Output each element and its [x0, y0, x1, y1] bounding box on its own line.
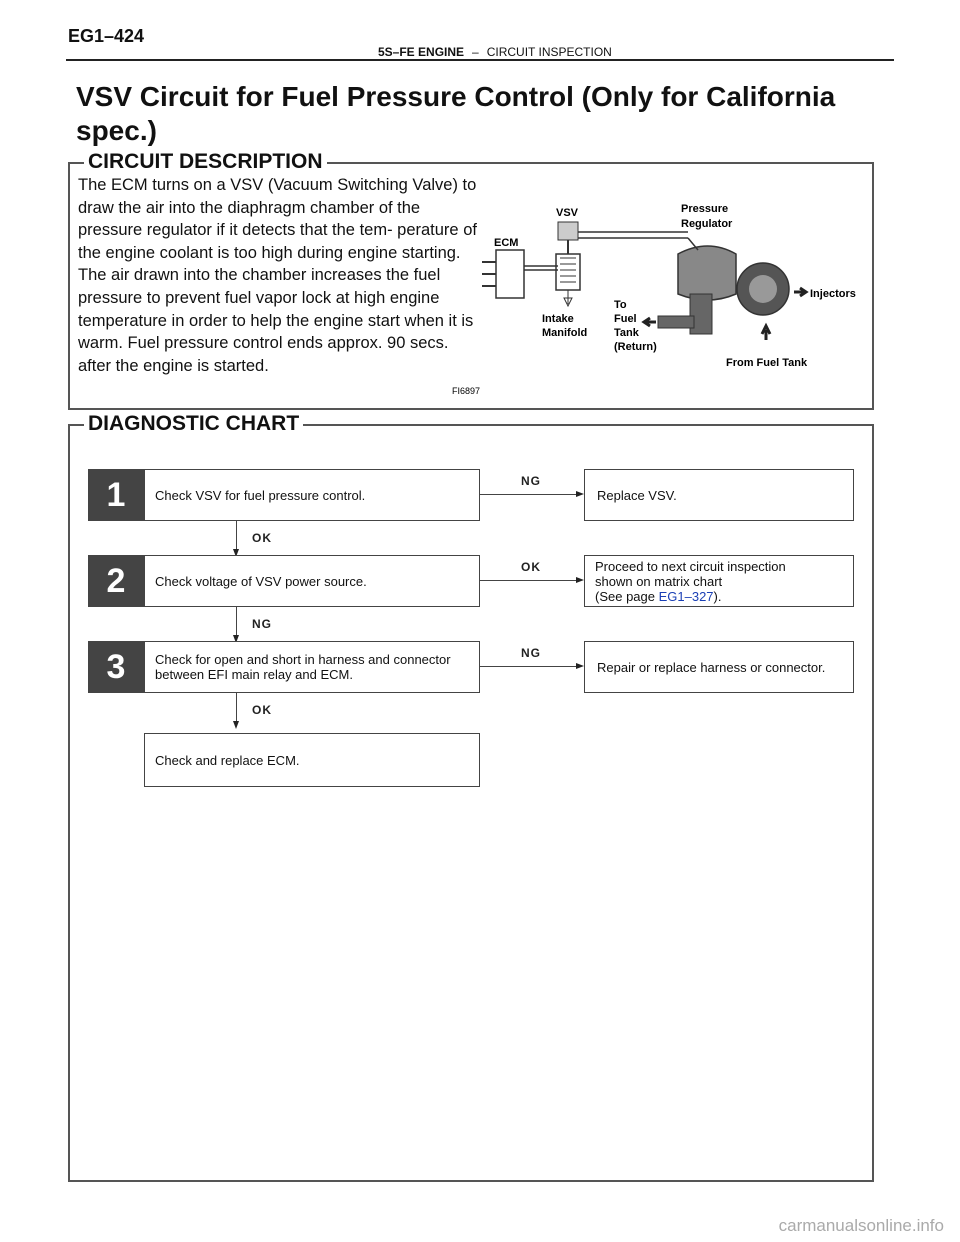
down-line-1 [236, 521, 237, 549]
pressure-regulator [658, 238, 789, 334]
result-2-line-1: Proceed to next circuit inspection [595, 558, 786, 574]
step-1-text: Check VSV for fuel pressure control. [155, 487, 366, 503]
result-2-box[interactable] [584, 555, 854, 607]
watermark: carmanualsonline.info [778, 1216, 944, 1235]
result-1-box[interactable] [584, 469, 854, 521]
circuit-description-text: The ECM turns on a VSV (Vacuum Switching Valve) to draw the air into the diaphragm chamber of the pressure regulator if it detects that the tem- perature of the engine coolant is too high during engine starting. The air drawn into the chamber increases the fuel pressure to prevent fuel vapor lock at high engine temperature in order to help the engine start when it is warm. Fuel pressure control ends approx. 90 secs. after the engine is started. [78, 176, 477, 375]
step-2-branch-label: OK [521, 560, 541, 574]
step-3-number: 3 [88, 641, 144, 693]
result-2-close-paren: ). [713, 588, 722, 604]
injectors-label: Injectors [810, 288, 856, 300]
to-label: To [614, 299, 627, 311]
step-2-number: 2 [88, 555, 144, 607]
header-separator: – [472, 45, 479, 59]
final-step-box[interactable] [144, 733, 480, 787]
result-2-line-2: shown on matrix chart [595, 573, 723, 589]
pressure-label: Pressure [681, 203, 729, 215]
page-number: EG1–424 [68, 26, 145, 46]
result-3-text: Repair or replace harness or connector. [597, 659, 826, 675]
step-3-text: Check for open and short in harness and connector between EFI main relay and ECM. [155, 652, 451, 682]
section-label: CIRCUIT INSPECTION [486, 45, 612, 59]
down-line-3 [236, 693, 237, 721]
step-2-text: Check voltage of VSV power source. [155, 573, 367, 589]
tank-label: Tank [614, 327, 639, 339]
header-rule [66, 59, 894, 61]
ecm-unit [482, 250, 558, 298]
diagnostic-chart-box [68, 424, 874, 1182]
step-2-branch-line [480, 580, 576, 581]
fuel-pressure-diagram [452, 194, 868, 404]
vsv-label: VSV [556, 207, 579, 219]
return-arrow-icon [644, 318, 656, 326]
manifold-label: Manifold [542, 327, 588, 339]
down-label-3: OK [252, 703, 272, 717]
step-2-box[interactable] [144, 555, 480, 607]
down-arrow-3-icon [233, 721, 239, 729]
down-label-1: OK [252, 531, 272, 545]
regulator-label: Regulator [681, 218, 733, 230]
step-3-branch-arrow-icon [576, 663, 584, 669]
step-1-branch-arrow-icon [576, 491, 584, 497]
step-3-branch-label: NG [521, 646, 541, 660]
step-1-branch-line [480, 494, 576, 495]
from-fuel-tank-label: From Fuel Tank [726, 357, 808, 369]
down-label-2: NG [252, 617, 272, 631]
engine-label: 5S–FE ENGINE [378, 45, 465, 59]
circuit-description-heading: CIRCUIT DESCRIPTION [84, 150, 327, 174]
injectors-arrow-icon [794, 288, 806, 296]
result-2-see-page: (See page [595, 588, 659, 604]
return-label: (Return) [614, 341, 657, 353]
step-2-branch-arrow-icon [576, 577, 584, 583]
step-1-branch-label: NG [521, 474, 541, 488]
from-tank-arrow-icon [762, 326, 770, 340]
diagnostic-chart-heading: DIAGNOSTIC CHART [84, 412, 303, 436]
intake-label: Intake [542, 313, 574, 325]
step-3-branch-line [480, 666, 576, 667]
page-link-eg1-327[interactable]: EG1–327 [658, 588, 714, 604]
final-step-text: Check and replace ECM. [155, 752, 300, 768]
result-3-box[interactable] [584, 641, 854, 693]
vsv-unit [556, 222, 688, 306]
figure-id: FI6897 [452, 386, 481, 396]
ecm-label: ECM [494, 237, 519, 249]
step-3-box[interactable] [144, 641, 480, 693]
result-1-text: Replace VSV. [597, 487, 677, 503]
down-line-2 [236, 607, 237, 635]
fuel-label: Fuel [614, 313, 637, 325]
step-1-box[interactable] [144, 469, 480, 521]
step-1-number: 1 [88, 469, 144, 521]
page-title: VSV Circuit for Fuel Pressure Control (Only for California spec.) [76, 81, 836, 146]
result-2-line-3 [595, 589, 786, 604]
running-header [378, 45, 612, 59]
